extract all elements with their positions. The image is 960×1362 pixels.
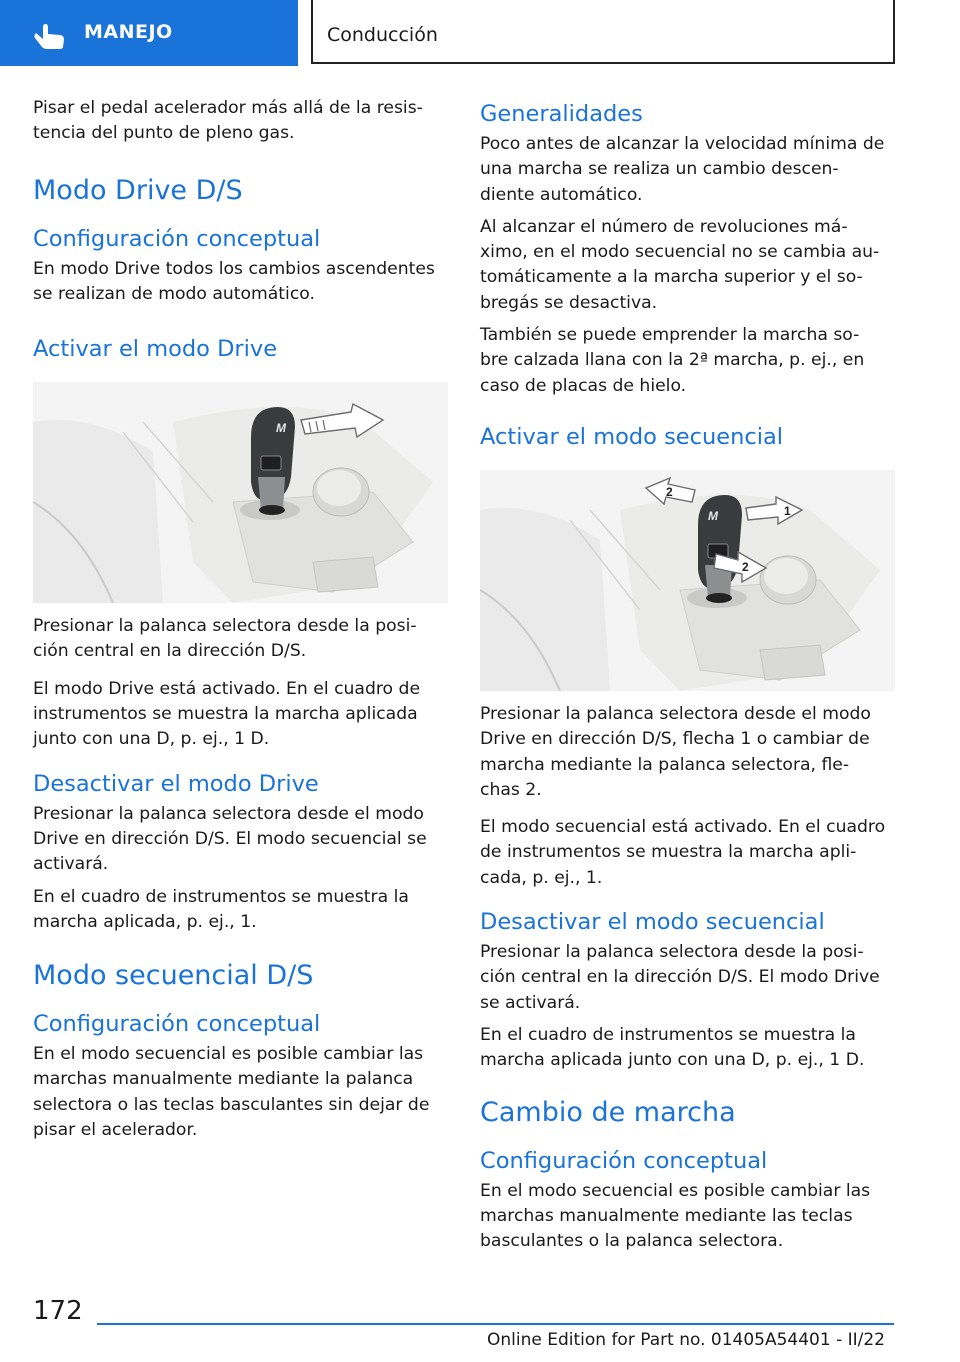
- concept-drive-paragraph: En modo Drive todos los cambios ascendentes se realizan de modo automático.: [33, 258, 435, 304]
- concept-gear-change-paragraph: En el modo secuencial es posible cambiar las marchas manualmente mediante las teclas basculantes o la palanca selectora.: [480, 1180, 871, 1252]
- chapter-label: MANEJO: [84, 21, 173, 43]
- lever-illustration-sequential: [480, 470, 895, 691]
- heading-concept-drive: Configuración conceptual: [33, 225, 321, 252]
- heading-concept-sequential: Configuración conceptual: [33, 1011, 321, 1038]
- figure-sequential-lever: [480, 470, 895, 691]
- heading-gear-change: Cambio de marcha: [480, 1096, 736, 1128]
- section-label: Conducción: [327, 24, 438, 46]
- hand-icon: [33, 20, 67, 50]
- heading-drive-mode: Modo Drive D/S: [33, 174, 243, 206]
- left-column: [33, 96, 451, 1143]
- right-column: [480, 96, 898, 1254]
- section-header: [311, 0, 895, 64]
- chapter-tab: [0, 0, 298, 66]
- footer-edition: Online Edition for Part no. 01405A54401 - II/22: [486, 1330, 885, 1350]
- activate-drive-paragraph-2: El modo Drive está activado. En el cuadro de instrumentos se muestra la marcha aplicada junto con una D, p. ej., 1 D.: [33, 678, 421, 750]
- footer-divider: [97, 1323, 894, 1325]
- activate-sequential-paragraph-1: Presionar la palanca selectora desde el modo Drive en dirección D/S, flecha 1 o cambiar de marcha mediante la palanca selectora, fle- chas 2.: [480, 703, 871, 800]
- activate-sequential-paragraph-2: El modo secuencial está activado. En el cuadro de instrumentos se muestra la marcha apli- cada, p. ej., 1.: [480, 817, 886, 888]
- general-paragraph-2: Al alcanzar el número de revoluciones má- ximo, en el modo secuencial no se cambia au- tomáticamente a la marcha superior y el so- bregás se desactiva.: [480, 216, 880, 313]
- general-paragraph-1: Poco antes de alcanzar la velocidad mínima de una marcha se realiza un cambio descen- diente automático.: [480, 134, 885, 205]
- deactivate-drive-paragraph-2: En el cuadro de instrumentos se muestra la marcha aplicada, p. ej., 1.: [33, 886, 409, 932]
- arrow-2-up-label: 2: [666, 484, 673, 499]
- concept-sequential-paragraph: En el modo secuencial es posible cambiar las marchas manualmente mediante la palanca selectora o las teclas basculantes sin dejar de pisar el acelerador.: [33, 1044, 430, 1141]
- figure-drive-lever: [33, 382, 448, 603]
- activate-drive-paragraph-1: Presionar la palanca selectora desde la posi- ción central en la dirección D/S.: [33, 616, 417, 662]
- deactivate-drive-paragraph-1: Presionar la palanca selectora desde el modo Drive en dirección D/S. El modo secuencial se activará.: [33, 803, 427, 875]
- m-logo-sequential: M: [708, 508, 718, 523]
- page-number: 172: [33, 1296, 83, 1326]
- heading-activate-drive: Activar el modo Drive: [33, 336, 278, 363]
- arrow-2-down-label: 2: [742, 559, 749, 574]
- intro-paragraph: Pisar el pedal acelerador más allá de la resis- tencia del punto de pleno gas.: [33, 98, 423, 144]
- lever-illustration: [33, 382, 448, 603]
- deactivate-sequential-paragraph-1: Presionar la palanca selectora desde la posi- ción central en la dirección D/S. El modo Drive se activará.: [480, 942, 880, 1013]
- heading-sequential-mode: Modo secuencial D/S: [33, 960, 314, 992]
- general-paragraph-3: También se puede emprender la marcha so- bre calzada llana con la 2ª marcha, p. ej., en caso de placas de hielo.: [480, 325, 865, 396]
- m-logo: M: [276, 421, 286, 436]
- deactivate-sequential-paragraph-2: En el cuadro de instrumentos se muestra la marcha aplicada junto con una D, p. ej., 1 D.: [480, 1024, 865, 1071]
- heading-deactivate-drive: Desactivar el modo Drive: [33, 770, 319, 797]
- heading-general: Generalidades: [480, 101, 643, 127]
- heading-concept-gear-change: Configuración conceptual: [480, 1147, 768, 1174]
- heading-deactivate-sequential: Desactivar el modo secuencial: [480, 909, 825, 936]
- heading-activate-sequential: Activar el modo secuencial: [480, 423, 784, 450]
- arrow-1-label: 1: [784, 503, 791, 518]
